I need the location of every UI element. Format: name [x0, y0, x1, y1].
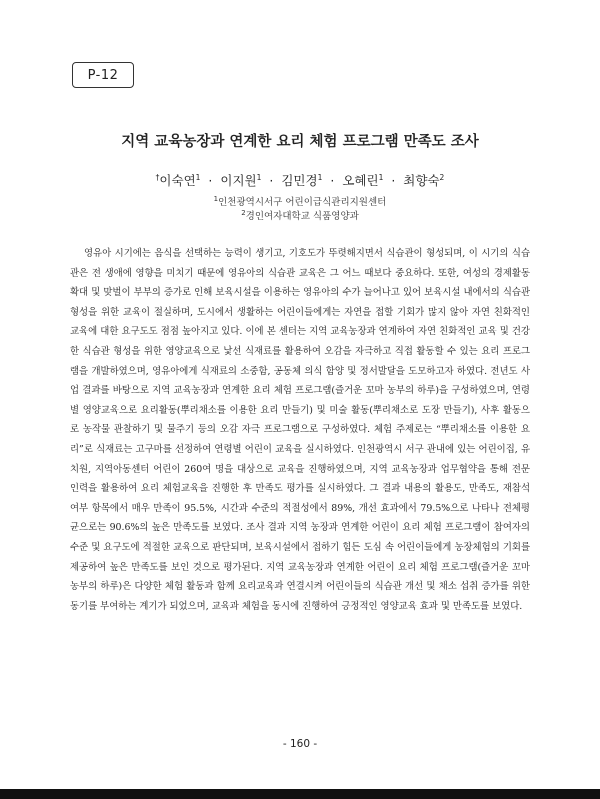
affiliation-line: [0, 194, 600, 208]
author-affiliation-number: 1: [317, 172, 323, 182]
author-name: 최향숙: [403, 173, 440, 188]
author: [403, 173, 444, 188]
author: [156, 173, 201, 188]
author-list: [0, 171, 600, 189]
page-number: - 160 -: [282, 738, 318, 750]
paper-code-badge: P-12: [72, 62, 134, 88]
paper-title: 지역 교육농장과 연계한 요리 체험 프로그램 만족도 조사: [121, 134, 479, 150]
author: [342, 173, 383, 188]
author-affiliation-number: 1: [256, 172, 262, 182]
author-name: 오혜린: [342, 173, 379, 188]
footer-bar: [0, 789, 600, 799]
affiliation-text: 인천광역시서구 어린이급식관리지원센터: [218, 197, 387, 208]
author-name: 김민경: [281, 173, 318, 188]
corresponding-mark: †: [155, 172, 160, 182]
author-separator: ·: [208, 173, 213, 188]
author-separator: ·: [391, 173, 396, 188]
affiliation-number: 1: [213, 194, 219, 203]
author-name: 이숙연: [159, 173, 196, 188]
affiliation-number: 2: [241, 208, 246, 217]
author-affiliation-number: 2: [439, 172, 445, 182]
abstract-body: 영유아 시기에는 음식을 선택하는 능력이 생기고, 기호도가 뚜렷해지면서 식습관이 형성되며, 이 시기의 식습관은 전 생애에 영향을 미치기 때문에 영유아의 식습관 교육은 그 어느 때보다 중요하다. 또한, 여성의 경제활동 확대 및 맞벌이 부부의 증가로 인해 보육시설을 이용하는 영유아의 수가 늘어나고 있어 보육시설 내에서의 식습관 형성을 위한 교육이 절실하며, 도시에서 생활하는 어린이들에게는 자연을 접할 기회가 많지 않아 자연 친화적인 교육에 대한 요구도도 점점 높아지고 있다. 이에 본 센터는 지역 교육농장과 연계하여 자연 친화적인 교육 및 건강한 식습관 형성을 위한 영양교육으로 낯선 식재료를 활용하여 오감을 자극하고 직접 활동할 수 있는 요리 프로그램을 개발하였으며, 영유아에게 식재료의 소중함, 공동체 의식 함양 및 정서발달을 도모하고자 하였다. 전년도 사업 결과를 바탕으로 지역 교육농장과 연계한 요리 체험 프로그램(즐거운 꼬마 농부의 하루)을 구성하였으며, 연령별 영양교육으로 요리활동(뿌리채소를 이용한 요리 만들기) 및 미술 활동(뿌리채소로 도장 만들기), 사후 활동으로 농작물 관찰하기 및 물주기 등의 오감 자극 프로그램으로 구성하였다. 체험 주제로는 “뿌리채소를 이용한 요리”로 식재료는 고구마를 선정하여 연령별 어린이 교육을 실시하였다. 인천광역시 서구 관내에 있는 어린이집, 유치원, 지역아동센터 어린이 260여 명을 대상으로 교육을 진행하였으며, 지역 교육농장과 업무협약을 통해 전문 인력을 활용하여 요리 체험교육을 진행한 후 만족도 평가를 실시하였다. 그 결과 내용의 활용도, 만족도, 재참석 여부 항목에서 매우 만족이 95.5%, 시간과 수준의 적절성에서 89%, 개선 효과에서 79.5%으로 나타나 전체평균으로는 90.6%의 높은 만족도를 보였다. 조사 결과 지역 농장과 연계한 어린이 요리 체험 프로그램이 참여자의 수준 및 요구도에 적절한 교육으로 판단되며, 보육시설에서 접하기 힘든 도심 속 어린이들에게 농장체험의 기회를 제공하여 높은 만족도를 보인 것으로 평가된다. 지역 교육농장과 연계한 어린이 요리 체험 프로그램(즐거운 꼬마 농부의 하루)은 다양한 체험 활동과 함께 요리교육과 연결시켜 어린이들의 식습관 개선 및 채소 섭취 증가를 위한 동기를 부여하는 계기가 되었으며, 교육과 체험을 동시에 진행하여 긍정적인 영양교육 효과 및 만족도를 보였다.: [70, 248, 530, 612]
author: [281, 173, 322, 188]
author-name: 이지원: [220, 173, 257, 188]
author-affiliation-number: 1: [378, 172, 384, 182]
author: [220, 173, 261, 188]
author-separator: ·: [330, 173, 335, 188]
author-separator: ·: [269, 173, 274, 188]
author-affiliation-number: 1: [195, 172, 201, 182]
affiliation-line: [0, 208, 600, 222]
affiliation-text: 경인여자대학교 식품영양과: [245, 211, 359, 222]
